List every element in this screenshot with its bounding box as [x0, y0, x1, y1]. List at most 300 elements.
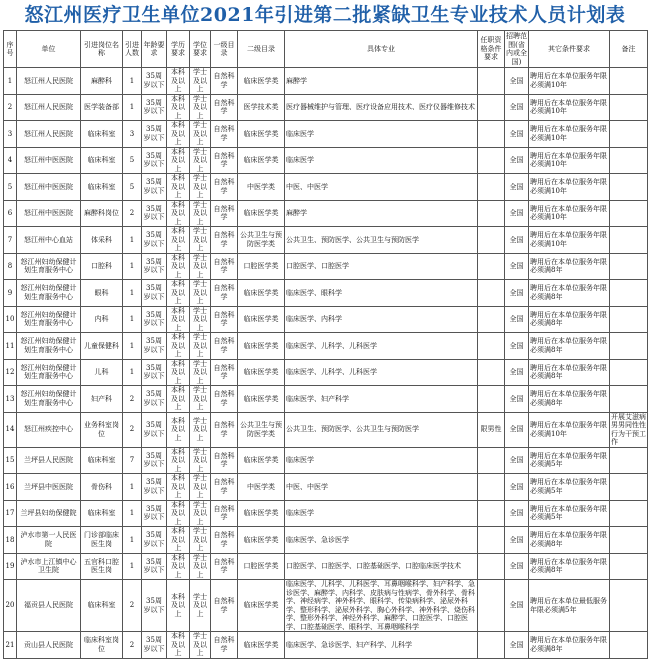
col-index-cell: 15	[4, 447, 17, 474]
col-age-cell: 35周岁以下	[142, 174, 167, 201]
col-age-header: 年龄要求	[142, 31, 167, 68]
col-remark-cell	[610, 200, 648, 227]
col-age-cell: 35周岁以下	[142, 500, 167, 527]
col-other-cell: 聘用后在本单位服务年限必须满10年	[529, 200, 610, 227]
col-education-cell: 本科及以上	[167, 333, 190, 360]
col-other-cell: 聘用后在本单位服务年限必须满10年	[529, 94, 610, 121]
col-major-cell: 临床医学	[285, 500, 478, 527]
col-category1-header: 一级目录	[211, 31, 238, 68]
col-position-cell: 麻醉科	[81, 68, 123, 95]
col-age-cell: 35周岁以下	[142, 527, 167, 554]
col-age-cell: 35周岁以下	[142, 94, 167, 121]
col-remark-cell	[610, 94, 648, 121]
col-age-cell: 35周岁以下	[142, 68, 167, 95]
col-qualification-cell	[478, 632, 505, 659]
col-unit-cell: 怒江州中医医院	[17, 147, 81, 174]
col-category2-cell: 临床医学类	[238, 359, 285, 386]
col-remark-cell	[610, 359, 648, 386]
col-scope-cell: 全国	[505, 359, 529, 386]
col-category1-cell: 自然科学	[211, 253, 238, 280]
col-remark-cell	[610, 447, 648, 474]
col-category1-cell: 自然科学	[211, 527, 238, 554]
col-degree-cell: 学士及以上	[190, 253, 211, 280]
col-age-cell: 35周岁以下	[142, 632, 167, 659]
col-scope-cell: 全国	[505, 147, 529, 174]
col-category2-cell: 临床医学类	[238, 386, 285, 413]
col-position-cell: 临床科室	[81, 447, 123, 474]
col-other-cell: 聘用后在本单位服务年限必须满5年	[529, 500, 610, 527]
col-degree-cell: 学士及以上	[190, 94, 211, 121]
col-degree-cell: 学士及以上	[190, 200, 211, 227]
table-row	[4, 412, 648, 447]
col-index-cell: 1	[4, 68, 17, 95]
col-scope-cell: 全国	[505, 253, 529, 280]
col-degree-cell: 学士及以上	[190, 632, 211, 659]
col-remark-cell	[610, 386, 648, 413]
col-category1-cell: 自然科学	[211, 68, 238, 95]
col-other-cell: 聘用后在本单位服务年限必须满8年	[529, 527, 610, 554]
col-category2-cell: 口腔医学类	[238, 253, 285, 280]
col-major-cell: 口腔医学、口腔医学、口腔基础医学、口腔临床医学技术	[285, 553, 478, 580]
col-age-cell: 35周岁以下	[142, 447, 167, 474]
col-qualification-header: 任职资格条件要求	[478, 31, 505, 68]
col-count-cell: 1	[123, 68, 142, 95]
col-unit-cell: 怒江州疾控中心	[17, 412, 81, 447]
col-scope-cell: 全国	[505, 306, 529, 333]
col-index-cell: 5	[4, 174, 17, 201]
col-age-cell: 35周岁以下	[142, 306, 167, 333]
col-remark-cell	[610, 253, 648, 280]
col-category1-cell: 自然科学	[211, 306, 238, 333]
col-major-cell: 麻醉学	[285, 68, 478, 95]
col-major-cell: 临床医学	[285, 447, 478, 474]
col-other-cell: 聘用后在本单位服务年限必须满8年	[529, 253, 610, 280]
col-count-cell: 1	[123, 94, 142, 121]
col-degree-cell: 学士及以上	[190, 527, 211, 554]
col-category1-cell: 自然科学	[211, 447, 238, 474]
col-qualification-cell	[478, 200, 505, 227]
col-remark-cell	[610, 227, 648, 254]
col-qualification-cell	[478, 474, 505, 501]
col-position-cell: 临床科室	[81, 174, 123, 201]
col-position-cell: 门诊部临床医生岗	[81, 527, 123, 554]
col-scope-cell: 全国	[505, 447, 529, 474]
col-education-cell: 本科及以上	[167, 121, 190, 148]
col-scope-cell: 全国	[505, 200, 529, 227]
col-index-cell: 18	[4, 527, 17, 554]
col-category1-cell: 自然科学	[211, 386, 238, 413]
col-scope-cell: 全国	[505, 632, 529, 659]
col-qualification-cell	[478, 94, 505, 121]
col-position-header: 引进岗位名称	[81, 31, 123, 68]
col-remark-cell	[610, 306, 648, 333]
col-education-cell: 本科及以上	[167, 580, 190, 632]
col-qualification-cell	[478, 580, 505, 632]
recruitment-table	[3, 30, 648, 659]
col-index-cell: 11	[4, 333, 17, 360]
col-scope-cell: 全国	[505, 500, 529, 527]
col-major-header: 具体专业	[285, 31, 478, 68]
col-education-cell: 本科及以上	[167, 227, 190, 254]
col-position-cell: 体采科	[81, 227, 123, 254]
col-qualification-cell	[478, 447, 505, 474]
col-count-cell: 1	[123, 527, 142, 554]
col-index-cell: 2	[4, 94, 17, 121]
col-scope-cell: 全国	[505, 174, 529, 201]
col-degree-cell: 学士及以上	[190, 333, 211, 360]
col-degree-cell: 学士及以上	[190, 280, 211, 307]
col-unit-cell: 怒江州妇幼保健计划生育服务中心	[17, 386, 81, 413]
col-education-cell: 本科及以上	[167, 280, 190, 307]
col-index-cell: 21	[4, 632, 17, 659]
col-category2-cell: 临床医学类	[238, 280, 285, 307]
col-education-cell: 本科及以上	[167, 253, 190, 280]
col-scope-cell: 全国	[505, 227, 529, 254]
col-category2-cell: 临床医学类	[238, 527, 285, 554]
col-degree-header: 学位要求	[190, 31, 211, 68]
col-degree-cell: 学士及以上	[190, 306, 211, 333]
col-education-cell: 本科及以上	[167, 306, 190, 333]
col-index-cell: 6	[4, 200, 17, 227]
col-count-cell: 1	[123, 306, 142, 333]
col-count-cell: 2	[123, 200, 142, 227]
table-row	[4, 280, 648, 307]
table-row	[4, 68, 648, 95]
col-category2-cell: 临床医学类	[238, 147, 285, 174]
col-major-cell: 临床医学、妇产科学	[285, 386, 478, 413]
col-category2-cell: 临床医学类	[238, 632, 285, 659]
col-count-cell: 1	[123, 553, 142, 580]
col-education-cell: 本科及以上	[167, 632, 190, 659]
col-scope-cell: 全国	[505, 280, 529, 307]
col-degree-cell: 学士及以上	[190, 386, 211, 413]
col-age-cell: 35周岁以下	[142, 121, 167, 148]
col-unit-cell: 怒江州妇幼保健计划生育服务中心	[17, 359, 81, 386]
col-qualification-cell	[478, 121, 505, 148]
col-count-cell: 7	[123, 447, 142, 474]
col-major-cell: 中医、中医学	[285, 174, 478, 201]
col-other-cell: 聘用后在本单位服务年限必须满10年	[529, 147, 610, 174]
col-major-cell: 临床医学、眼科学	[285, 280, 478, 307]
col-category2-cell: 临床医学类	[238, 121, 285, 148]
col-remark-cell	[610, 68, 648, 95]
col-degree-cell: 学士及以上	[190, 553, 211, 580]
col-count-cell: 1	[123, 474, 142, 501]
table-row	[4, 227, 648, 254]
table-row	[4, 174, 648, 201]
col-count-cell: 1	[123, 500, 142, 527]
col-qualification-cell	[478, 527, 505, 554]
col-category1-cell: 自然科学	[211, 227, 238, 254]
col-category1-cell: 自然科学	[211, 632, 238, 659]
col-degree-cell: 学士及以上	[190, 227, 211, 254]
col-major-cell: 临床医学、内科学	[285, 306, 478, 333]
col-unit-cell: 怒江州人民医院	[17, 121, 81, 148]
table-header	[4, 31, 648, 68]
col-remark-cell	[610, 280, 648, 307]
col-count-cell: 1	[123, 227, 142, 254]
col-index-cell: 14	[4, 412, 17, 447]
col-degree-cell: 学士及以上	[190, 474, 211, 501]
col-position-cell: 临床科室	[81, 121, 123, 148]
col-position-cell: 眼科	[81, 280, 123, 307]
col-count-cell: 2	[123, 580, 142, 632]
col-category1-cell: 自然科学	[211, 359, 238, 386]
col-category1-cell: 自然科学	[211, 200, 238, 227]
col-major-cell: 临床医学	[285, 147, 478, 174]
col-category2-cell: 临床医学类	[238, 333, 285, 360]
col-scope-cell: 全国	[505, 94, 529, 121]
col-scope-cell: 全国	[505, 333, 529, 360]
table-row	[4, 553, 648, 580]
table-row	[4, 121, 648, 148]
col-remark-cell: 开展艾滋病男男同性性行为干预工作	[611, 412, 646, 446]
col-remark-cell	[610, 147, 648, 174]
col-position-cell: 医学装备部	[81, 94, 123, 121]
col-index-cell: 10	[4, 306, 17, 333]
col-qualification-cell	[478, 306, 505, 333]
col-education-cell: 本科及以上	[167, 68, 190, 95]
col-position-cell: 儿童保健科	[81, 333, 123, 360]
col-major-cell: 口腔医学、口腔医学	[285, 253, 478, 280]
col-major-cell: 临床医学、儿科学、儿科医学、耳鼻咽喉科学、妇产科学、急诊医学、麻醉学、内科学、皮肤病与性病学、骨外科学、骨科学、神经病学、神外科学、眼科学、传染病科学、泌尿外科学、整形科学、泌尿外科学、胸心外科学、神外科学、烧伤科学、整形外科学、神经外科学、麻醉学、口腔医学、口腔医学、口腔基础医学、眼科学、耳鼻咽喉科学	[285, 580, 478, 632]
col-index-cell: 4	[4, 147, 17, 174]
col-unit-cell: 兰坪县妇幼保健院	[17, 500, 81, 527]
col-qualification-cell	[478, 386, 505, 413]
col-scope-cell: 全国	[505, 527, 529, 554]
col-category2-cell: 医学技术类	[238, 94, 285, 121]
col-position-cell: 口腔科	[81, 253, 123, 280]
col-count-cell: 1	[123, 280, 142, 307]
col-remark-cell	[610, 474, 648, 501]
col-category2-header: 二级目录	[238, 31, 285, 68]
col-degree-cell: 学士及以上	[190, 147, 211, 174]
col-unit-header: 单位	[17, 31, 81, 68]
col-unit-cell: 兰坪县中医医院	[17, 474, 81, 501]
col-age-cell: 35周岁以下	[142, 553, 167, 580]
table-row	[4, 527, 648, 554]
col-position-cell: 五官科口腔医生岗	[81, 553, 123, 580]
col-qualification-cell	[478, 68, 505, 95]
col-education-cell: 本科及以上	[167, 200, 190, 227]
col-degree-cell: 学士及以上	[190, 174, 211, 201]
col-qualification-cell	[478, 280, 505, 307]
col-unit-cell: 怒江州中医医院	[17, 200, 81, 227]
col-other-header: 其它条件要求	[529, 31, 610, 68]
col-qualification-cell	[478, 359, 505, 386]
col-major-cell: 临床医学、儿科学、儿科医学	[285, 333, 478, 360]
col-unit-cell: 怒江州人民医院	[17, 94, 81, 121]
col-remark-cell	[610, 632, 648, 659]
col-position-cell: 内科	[81, 306, 123, 333]
col-remark-header: 备注	[610, 31, 648, 68]
col-other-cell: 聘用后在本单位服务年限必须满10年	[529, 412, 610, 447]
col-other-cell: 聘用后在本单位服务年限必须满10年	[529, 227, 610, 254]
col-education-cell: 本科及以上	[167, 147, 190, 174]
col-unit-cell: 怒江州人民医院	[17, 68, 81, 95]
col-unit-cell: 怒江州妇幼保健计划生育服务中心	[17, 306, 81, 333]
table-row	[4, 306, 648, 333]
col-category1-cell: 自然科学	[211, 174, 238, 201]
col-count-cell: 1	[123, 359, 142, 386]
col-index-cell: 16	[4, 474, 17, 501]
col-other-cell: 聘用后在本单位服务年限必须满5年	[529, 447, 610, 474]
col-category2-cell: 中医学类	[238, 474, 285, 501]
col-position-cell: 临床科室	[81, 147, 123, 174]
col-unit-cell: 贡山县人民医院	[17, 632, 81, 659]
col-remark-cell	[610, 174, 648, 201]
col-other-cell: 聘用后在本单位最低服务年限必须满5年	[529, 580, 610, 632]
col-qualification-cell	[478, 500, 505, 527]
col-other-cell: 聘用后在本单位服务年限必须满8年	[529, 386, 610, 413]
table-row	[4, 447, 648, 474]
col-other-cell: 聘用后在本单位服务年限必须满10年	[529, 174, 610, 201]
col-count-cell: 2	[123, 632, 142, 659]
col-position-cell: 临床科室	[81, 500, 123, 527]
table-row	[4, 94, 648, 121]
col-other-cell: 聘用后在本单位服务年限必须满8年	[529, 333, 610, 360]
col-category2-cell: 临床医学类	[238, 200, 285, 227]
col-index-cell: 19	[4, 553, 17, 580]
col-count-cell: 1	[123, 253, 142, 280]
col-unit-cell: 怒江州中医医院	[17, 174, 81, 201]
col-category2-cell: 口腔医学类	[238, 553, 285, 580]
col-age-cell: 35周岁以下	[142, 253, 167, 280]
col-education-cell: 本科及以上	[167, 500, 190, 527]
col-index-cell: 20	[4, 580, 17, 632]
col-unit-cell: 泸水市上江镇中心卫生院	[17, 553, 81, 580]
col-category2-cell: 临床医学类	[238, 447, 285, 474]
col-count-cell: 2	[123, 386, 142, 413]
col-category1-cell: 自然科学	[211, 94, 238, 121]
col-position-cell: 业务科室岗位	[81, 412, 123, 447]
col-category1-cell: 自然科学	[211, 474, 238, 501]
table-row	[4, 580, 648, 632]
col-education-cell: 本科及以上	[167, 553, 190, 580]
col-category2-cell: 临床医学类	[238, 306, 285, 333]
col-qualification-cell	[478, 333, 505, 360]
col-category1-cell: 自然科学	[211, 580, 238, 632]
col-qualification-cell	[478, 253, 505, 280]
col-index-cell: 17	[4, 500, 17, 527]
col-category2-cell: 临床医学类	[238, 580, 285, 632]
col-unit-cell: 怒江州中心血站	[17, 227, 81, 254]
col-unit-cell: 泸水市第一人民医院	[17, 527, 81, 554]
col-position-cell: 骨伤科	[81, 474, 123, 501]
col-category1-cell: 自然科学	[211, 412, 238, 447]
col-scope-cell: 全国	[505, 553, 529, 580]
col-age-cell: 35周岁以下	[142, 227, 167, 254]
col-count-cell: 2	[123, 412, 142, 447]
col-major-cell: 中医、中医学	[285, 474, 478, 501]
table-row	[4, 386, 648, 413]
col-age-cell: 35周岁以下	[142, 474, 167, 501]
col-education-cell: 本科及以上	[167, 359, 190, 386]
col-qualification-cell	[478, 227, 505, 254]
col-remark-cell	[610, 500, 648, 527]
col-category1-cell: 自然科学	[211, 500, 238, 527]
col-remark-cell	[610, 121, 648, 148]
col-other-cell: 聘用后在本单位服务年限必须满8年	[529, 359, 610, 386]
col-category2-cell: 中医学类	[238, 174, 285, 201]
col-category1-cell: 自然科学	[211, 280, 238, 307]
col-major-cell: 麻醉学	[285, 200, 478, 227]
col-category2-cell: 公共卫生与预防医学类	[238, 227, 285, 254]
col-position-cell: 麻醉科岗位	[81, 200, 123, 227]
col-remark-cell	[610, 553, 648, 580]
col-category1-cell: 自然科学	[211, 333, 238, 360]
col-position-cell: 临床科室岗位	[81, 632, 123, 659]
col-index-cell: 13	[4, 386, 17, 413]
col-major-cell: 临床医学、急诊医学、妇产科学、儿科学	[285, 632, 478, 659]
col-other-cell: 聘用后在本单位服务年限必须满8年	[529, 632, 610, 659]
col-count-cell: 5	[123, 174, 142, 201]
col-education-cell: 本科及以上	[167, 386, 190, 413]
col-degree-cell: 学士及以上	[190, 359, 211, 386]
col-category2-cell: 临床医学类	[238, 68, 285, 95]
table-row	[4, 632, 648, 659]
col-position-cell: 儿科	[81, 359, 123, 386]
col-unit-cell: 怒江州妇幼保健计划生育服务中心	[17, 280, 81, 307]
col-index-header: 序号	[4, 31, 17, 68]
col-category2-cell: 临床医学类	[238, 500, 285, 527]
col-education-cell: 本科及以上	[167, 527, 190, 554]
col-scope-cell: 全国	[505, 412, 529, 447]
col-index-cell: 7	[4, 227, 17, 254]
table-row	[4, 474, 648, 501]
col-remark-cell	[610, 333, 648, 360]
col-education-cell: 本科及以上	[167, 474, 190, 501]
col-degree-cell: 学士及以上	[190, 412, 211, 447]
col-age-cell: 35周岁以下	[142, 147, 167, 174]
col-scope-cell: 全国	[505, 474, 529, 501]
col-other-cell: 聘用后在本单位服务年限必须满8年	[529, 306, 610, 333]
table-row	[4, 359, 648, 386]
col-age-cell: 35周岁以下	[142, 386, 167, 413]
col-qualification-cell	[478, 174, 505, 201]
col-category2-cell: 公共卫生与预防医学类	[238, 412, 285, 447]
col-position-cell: 妇产科	[81, 386, 123, 413]
col-education-cell: 本科及以上	[167, 412, 190, 447]
col-age-cell: 35周岁以下	[142, 359, 167, 386]
col-age-cell: 35周岁以下	[142, 280, 167, 307]
col-qualification-cell	[478, 553, 505, 580]
col-other-cell: 聘用后在本单位服务年限必须满8年	[529, 553, 610, 580]
col-remark-cell	[610, 527, 648, 554]
col-scope-header: 招聘范围(省内或全国)	[506, 32, 527, 66]
page-title: 怒江州医疗卫生单位2021年引进第二批紧缺卫生专业技术人员计划表	[24, 4, 626, 26]
col-other-cell: 聘用后在本单位服务年限必须满5年	[529, 474, 610, 501]
col-unit-cell: 怒江州妇幼保健计划生育服务中心	[17, 253, 81, 280]
col-unit-cell: 兰坪县人民医院	[17, 447, 81, 474]
col-scope-cell: 全国	[505, 386, 529, 413]
col-education-cell: 本科及以上	[167, 447, 190, 474]
col-count-header: 引进人数	[123, 31, 142, 68]
col-education-header: 学历要求	[167, 31, 190, 68]
col-degree-cell: 学士及以上	[190, 580, 211, 632]
col-index-cell: 9	[4, 280, 17, 307]
col-scope-cell: 全国	[505, 580, 529, 632]
col-category1-cell: 自然科学	[211, 121, 238, 148]
col-major-cell: 公共卫生、预防医学、公共卫生与预防医学	[285, 227, 478, 254]
col-degree-cell: 学士及以上	[190, 500, 211, 527]
col-major-cell: 临床医学、急诊医学	[285, 527, 478, 554]
col-education-cell: 本科及以上	[167, 94, 190, 121]
col-other-cell: 聘用后在本单位服务年限必须满8年	[529, 280, 610, 307]
col-age-cell: 35周岁以下	[142, 200, 167, 227]
table-row	[4, 253, 648, 280]
col-age-cell: 35周岁以下	[142, 580, 167, 632]
